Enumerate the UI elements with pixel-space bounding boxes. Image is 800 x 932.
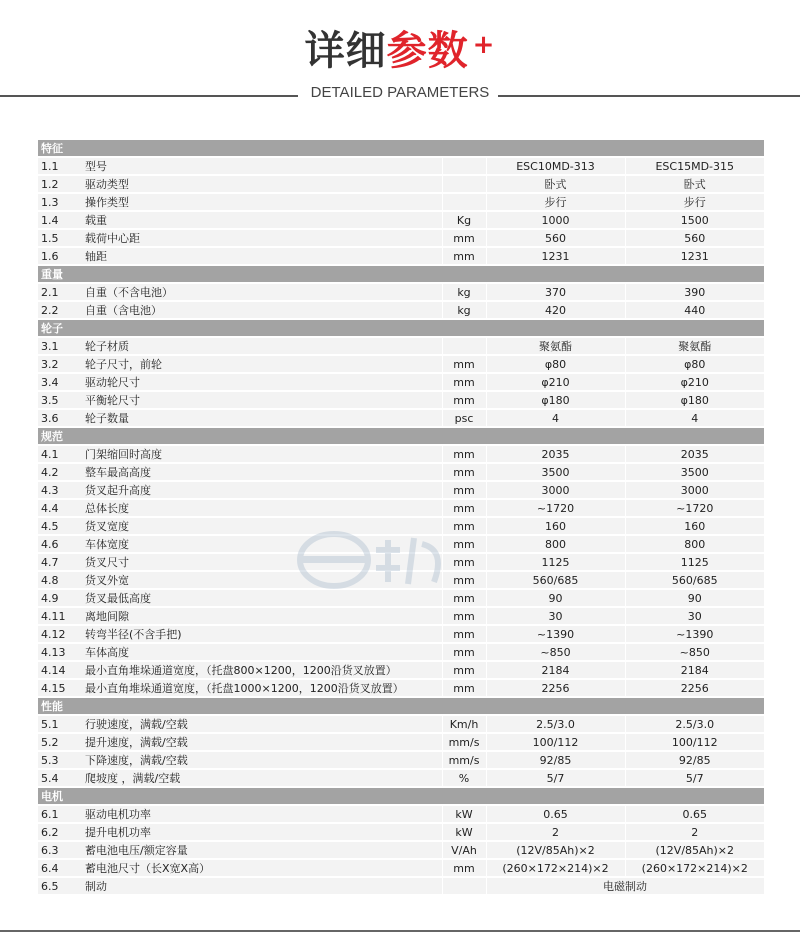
table-row <box>38 301 764 319</box>
param-name: 货叉外宽 <box>82 571 442 589</box>
param-value-esc15md: 1231 <box>625 247 764 265</box>
param-unit: psc <box>442 409 486 427</box>
param-number: 5.4 <box>38 769 82 787</box>
param-value-esc15md: ~850 <box>625 643 764 661</box>
param-number: 4.11 <box>38 607 82 625</box>
param-value-esc10md: 30 <box>486 607 625 625</box>
param-value-esc15md: (260×172×214)×2 <box>625 859 764 877</box>
param-number: 4.3 <box>38 481 82 499</box>
param-number: 3.1 <box>38 337 82 355</box>
table-row <box>38 643 764 661</box>
table-row <box>38 499 764 517</box>
param-value-esc10md: 2184 <box>486 661 625 679</box>
param-value-esc10md: 4 <box>486 409 625 427</box>
param-name: 驱动轮尺寸 <box>82 373 442 391</box>
param-unit <box>442 175 486 193</box>
param-value-esc10md: φ210 <box>486 373 625 391</box>
param-unit <box>442 337 486 355</box>
table-row <box>38 157 764 175</box>
section-header-row <box>38 787 764 805</box>
param-name: 制动 <box>82 877 442 895</box>
param-unit: Km/h <box>442 715 486 733</box>
param-value-esc15md: 2184 <box>625 661 764 679</box>
param-number: 6.4 <box>38 859 82 877</box>
param-unit: mm <box>442 625 486 643</box>
param-name: 轮子数量 <box>82 409 442 427</box>
section-label: 规范 <box>38 427 764 445</box>
param-value-esc15md: 聚氨酯 <box>625 337 764 355</box>
table-row <box>38 877 764 895</box>
param-unit: mm <box>442 463 486 481</box>
param-value-esc10md: ~1390 <box>486 625 625 643</box>
param-unit: mm <box>442 679 486 697</box>
page-subtitle: DETAILED PARAMETERS <box>310 84 490 101</box>
param-value-esc10md: 1125 <box>486 553 625 571</box>
param-name: 货叉尺寸 <box>82 553 442 571</box>
section-header-row <box>38 265 764 283</box>
param-value-esc10md: 560/685 <box>486 571 625 589</box>
title-part1: 详细 <box>304 28 387 74</box>
param-value-esc15md: 100/112 <box>625 733 764 751</box>
param-unit: Kg <box>442 211 486 229</box>
param-number: 2.1 <box>38 283 82 301</box>
table-row <box>38 733 764 751</box>
param-value-esc15md: 560 <box>625 229 764 247</box>
param-unit: kg <box>442 301 486 319</box>
table-row <box>38 805 764 823</box>
param-value-esc10md: 92/85 <box>486 751 625 769</box>
param-value-esc15md: (12V/85Ah)×2 <box>625 841 764 859</box>
param-name: 离地间隙 <box>82 607 442 625</box>
section-label: 特征 <box>38 140 764 157</box>
param-value-esc10md: 2.5/3.0 <box>486 715 625 733</box>
param-name: 总体长度 <box>82 499 442 517</box>
param-unit <box>442 157 486 175</box>
table-row <box>38 175 764 193</box>
param-number: 1.3 <box>38 193 82 211</box>
param-number: 1.4 <box>38 211 82 229</box>
param-unit: mm <box>442 373 486 391</box>
param-name: 蓄电池电压/额定容量 <box>82 841 442 859</box>
param-value-esc10md: 1000 <box>486 211 625 229</box>
param-unit: mm <box>442 391 486 409</box>
param-number: 4.9 <box>38 589 82 607</box>
param-value-esc10md: 步行 <box>486 193 625 211</box>
param-value-esc15md: 2035 <box>625 445 764 463</box>
param-value-esc15md: 1500 <box>625 211 764 229</box>
param-value-esc10md: 420 <box>486 301 625 319</box>
table-row <box>38 355 764 373</box>
param-value-esc15md: φ210 <box>625 373 764 391</box>
param-name: 载荷中心距 <box>82 229 442 247</box>
param-value-esc10md: 2 <box>486 823 625 841</box>
param-number: 5.1 <box>38 715 82 733</box>
param-value-esc15md: 4 <box>625 409 764 427</box>
param-number: 3.5 <box>38 391 82 409</box>
param-number: 4.8 <box>38 571 82 589</box>
param-number: 4.4 <box>38 499 82 517</box>
param-value-esc15md: ~1390 <box>625 625 764 643</box>
param-value-esc15md: 560/685 <box>625 571 764 589</box>
param-unit: V/Ah <box>442 841 486 859</box>
param-number: 4.6 <box>38 535 82 553</box>
param-value-esc10md: 100/112 <box>486 733 625 751</box>
param-value-esc10md: 560 <box>486 229 625 247</box>
param-name: 最小直角堆垛通道宽度，（托盘1000×1200，1200沿货叉放置） <box>82 679 442 697</box>
param-value-esc15md: 2.5/3.0 <box>625 715 764 733</box>
table-row <box>38 751 764 769</box>
param-name: 驱动类型 <box>82 175 442 193</box>
param-value-esc15md: 92/85 <box>625 751 764 769</box>
parameters-table-body <box>38 140 764 895</box>
param-number: 4.5 <box>38 517 82 535</box>
parameters-table <box>38 140 765 896</box>
param-unit: mm <box>442 607 486 625</box>
param-value-esc15md: 1125 <box>625 553 764 571</box>
table-row <box>38 715 764 733</box>
param-value-esc10md: 1231 <box>486 247 625 265</box>
param-number: 5.2 <box>38 733 82 751</box>
param-name: 操作类型 <box>82 193 442 211</box>
param-value-esc10md: ESC10MD-313 <box>486 157 625 175</box>
param-value-esc10md: (12V/85Ah)×2 <box>486 841 625 859</box>
param-unit: mm <box>442 589 486 607</box>
table-row <box>38 769 764 787</box>
param-value-esc15md: 30 <box>625 607 764 625</box>
param-number: 3.2 <box>38 355 82 373</box>
section-header-row <box>38 319 764 337</box>
param-value-esc15md: 390 <box>625 283 764 301</box>
table-row <box>38 283 764 301</box>
table-row <box>38 607 764 625</box>
param-value-esc10md: 160 <box>486 517 625 535</box>
table-row <box>38 859 764 877</box>
param-value-esc10md: ~850 <box>486 643 625 661</box>
param-value-esc15md: 800 <box>625 535 764 553</box>
param-number: 4.1 <box>38 445 82 463</box>
param-number: 6.5 <box>38 877 82 895</box>
param-value-esc15md: ESC15MD-315 <box>625 157 764 175</box>
table-row <box>38 679 764 697</box>
param-value-esc15md: ~1720 <box>625 499 764 517</box>
table-row <box>38 625 764 643</box>
param-value-esc15md: 步行 <box>625 193 764 211</box>
param-name: 提升电机功率 <box>82 823 442 841</box>
param-name: 最小直角堆垛通道宽度，（托盘800×1200，1200沿货叉放置） <box>82 661 442 679</box>
param-name: 爬坡度 ，满载/空载 <box>82 769 442 787</box>
param-unit: mm <box>442 499 486 517</box>
table-row <box>38 391 764 409</box>
param-number: 1.2 <box>38 175 82 193</box>
table-row <box>38 823 764 841</box>
param-value-esc15md: 0.65 <box>625 805 764 823</box>
param-value-esc10md: 800 <box>486 535 625 553</box>
param-name: 货叉宽度 <box>82 517 442 535</box>
param-number: 4.7 <box>38 553 82 571</box>
table-row <box>38 445 764 463</box>
param-value-esc10md: 2035 <box>486 445 625 463</box>
param-number: 6.1 <box>38 805 82 823</box>
table-row <box>38 481 764 499</box>
param-number: 1.5 <box>38 229 82 247</box>
param-number: 5.3 <box>38 751 82 769</box>
param-unit: mm <box>442 553 486 571</box>
param-unit: mm <box>442 571 486 589</box>
param-number: 6.2 <box>38 823 82 841</box>
param-value-esc15md: 90 <box>625 589 764 607</box>
param-number: 2.2 <box>38 301 82 319</box>
table-row <box>38 193 764 211</box>
param-unit: mm <box>442 445 486 463</box>
param-name: 车体宽度 <box>82 535 442 553</box>
section-header-row <box>38 427 764 445</box>
table-row <box>38 463 764 481</box>
param-name: 门架缩回时高度 <box>82 445 442 463</box>
param-value-esc10md: 5/7 <box>486 769 625 787</box>
param-number: 4.2 <box>38 463 82 481</box>
table-row <box>38 841 764 859</box>
subtitle-row <box>0 84 800 108</box>
param-number: 1.6 <box>38 247 82 265</box>
table-row <box>38 409 764 427</box>
param-unit: kg <box>442 283 486 301</box>
section-label: 轮子 <box>38 319 764 337</box>
param-name: 整车最高高度 <box>82 463 442 481</box>
param-unit: mm <box>442 859 486 877</box>
param-name: 下降速度，满载/空载 <box>82 751 442 769</box>
table-row <box>38 247 764 265</box>
param-unit <box>442 193 486 211</box>
param-value-esc10md: (260×172×214)×2 <box>486 859 625 877</box>
param-value-esc10md: 卧式 <box>486 175 625 193</box>
param-unit: mm <box>442 481 486 499</box>
param-value-esc15md: 3500 <box>625 463 764 481</box>
param-unit: mm <box>442 535 486 553</box>
param-name: 平衡轮尺寸 <box>82 391 442 409</box>
param-name: 提升速度，满载/空载 <box>82 733 442 751</box>
param-value-esc15md: 5/7 <box>625 769 764 787</box>
watermark-logo <box>296 520 466 600</box>
param-unit: mm <box>442 517 486 535</box>
section-header-row <box>38 140 764 157</box>
section-label: 电机 <box>38 787 764 805</box>
section-header-row <box>38 697 764 715</box>
param-value-esc15md: φ80 <box>625 355 764 373</box>
param-value-esc10md: 370 <box>486 283 625 301</box>
param-unit: mm <box>442 229 486 247</box>
param-name: 载重 <box>82 211 442 229</box>
param-name: 轴距 <box>82 247 442 265</box>
title-part2: 参数 <box>386 28 469 74</box>
param-number: 3.6 <box>38 409 82 427</box>
param-name: 自重（含电池） <box>82 301 442 319</box>
section-label: 性能 <box>38 697 764 715</box>
param-number: 4.14 <box>38 661 82 679</box>
param-name: 蓄电池尺寸（长X宽X高） <box>82 859 442 877</box>
param-unit: kW <box>442 805 486 823</box>
table-row <box>38 211 764 229</box>
param-name: 车体高度 <box>82 643 442 661</box>
param-value-esc15md: 2256 <box>625 679 764 697</box>
param-value-esc10md: φ80 <box>486 355 625 373</box>
param-value-esc15md: 2 <box>625 823 764 841</box>
param-name: 驱动电机功率 <box>82 805 442 823</box>
param-name: 行驶速度，满载/空载 <box>82 715 442 733</box>
param-number: 1.1 <box>38 157 82 175</box>
table-row <box>38 661 764 679</box>
param-number: 6.3 <box>38 841 82 859</box>
param-value-esc15md: φ180 <box>625 391 764 409</box>
param-name: 型号 <box>82 157 442 175</box>
param-value-esc10md: 3500 <box>486 463 625 481</box>
param-value-esc10md: φ180 <box>486 391 625 409</box>
param-unit: % <box>442 769 486 787</box>
param-value-esc15md: 卧式 <box>625 175 764 193</box>
page-title <box>0 26 800 76</box>
param-unit: mm <box>442 355 486 373</box>
param-number: 4.13 <box>38 643 82 661</box>
param-unit <box>442 877 486 895</box>
param-unit: mm <box>442 661 486 679</box>
param-unit: kW <box>442 823 486 841</box>
param-value-esc10md: ~1720 <box>486 499 625 517</box>
param-number: 3.4 <box>38 373 82 391</box>
param-name: 转弯半径(不含手把) <box>82 625 442 643</box>
param-value-esc10md: 3000 <box>486 481 625 499</box>
param-unit: mm <box>442 643 486 661</box>
param-value-esc15md: 160 <box>625 517 764 535</box>
param-value-esc10md: 90 <box>486 589 625 607</box>
table-row <box>38 373 764 391</box>
param-name: 自重（不含电池） <box>82 283 442 301</box>
param-value-merged: 电磁制动 <box>486 877 764 895</box>
param-value-esc10md: 0.65 <box>486 805 625 823</box>
param-value-esc15md: 3000 <box>625 481 764 499</box>
plus-icon: + <box>472 30 496 60</box>
param-value-esc10md: 聚氨酯 <box>486 337 625 355</box>
param-name: 货叉起升高度 <box>82 481 442 499</box>
param-unit: mm/s <box>442 751 486 769</box>
table-row <box>38 337 764 355</box>
section-label: 重量 <box>38 265 764 283</box>
param-number: 4.15 <box>38 679 82 697</box>
param-value-esc15md: 440 <box>625 301 764 319</box>
table-row <box>38 229 764 247</box>
param-unit: mm/s <box>442 733 486 751</box>
param-name: 轮子材质 <box>82 337 442 355</box>
param-unit: mm <box>442 247 486 265</box>
param-name: 轮子尺寸，前轮 <box>82 355 442 373</box>
param-number: 4.12 <box>38 625 82 643</box>
param-value-esc10md: 2256 <box>486 679 625 697</box>
param-name: 货叉最低高度 <box>82 589 442 607</box>
